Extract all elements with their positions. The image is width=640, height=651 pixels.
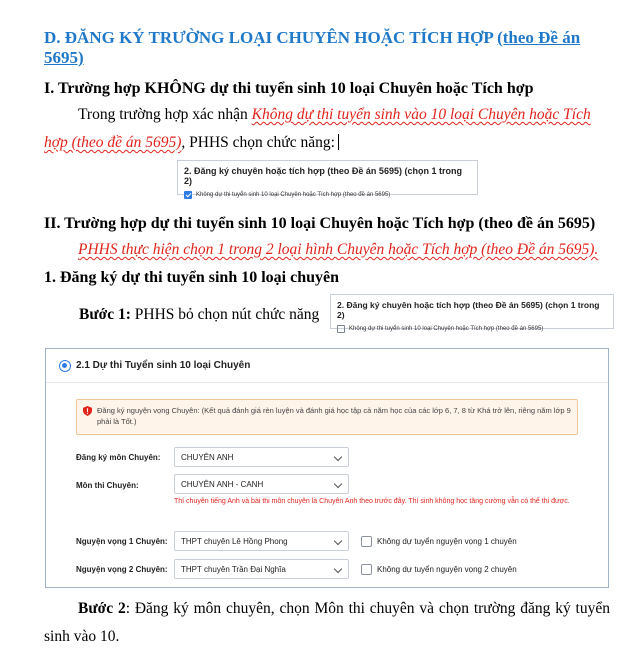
part-one-tail: , PHHS chọn chức năng: <box>181 134 335 151</box>
snippet-unchecked-label: Không dự thi tuyển sinh 10 loại Chuyên hoặc Tích hợp (theo đề án 5695) <box>349 326 544 332</box>
section-heading-prefix: D. ĐĂNG KÝ TRƯỜNG LOẠI CHUYÊN HOẶC TÍCH HỢP <box>44 28 498 47</box>
subject-label: Đăng ký môn Chuyên: <box>76 453 161 462</box>
chevron-down-icon <box>334 565 342 573</box>
choice2-opt-label: Không dự tuyển nguyện vọng 2 chuyên <box>377 565 517 574</box>
chevron-down-icon <box>334 453 342 461</box>
divider <box>46 382 608 383</box>
step-one <box>79 301 329 329</box>
subject-select[interactable] <box>174 447 349 467</box>
warning-text: Đăng ký nguyện vọng Chuyên: (Kết quả đánh giá rèn luyện và đánh giá học tập cả năm học của các lớp 6, 7, 8 từ Khá trở lên, riêng năm lớp 9 phải là Tốt.) <box>97 406 571 426</box>
part-one-emphasis: Không dự thi tuyển sinh vào 10 loại Chuyên hoặc Tích hợp (theo đề án 5695) <box>44 106 591 151</box>
checkbox-unchecked[interactable] <box>337 325 345 333</box>
exam-value: CHUYÊN ANH - CANH <box>181 479 264 489</box>
shield-warning-icon <box>83 406 92 416</box>
specialized-form <box>45 348 609 588</box>
choice2-label: Nguyện vọng 2 Chuyên: <box>76 565 168 574</box>
part-one-paragraph <box>44 101 610 157</box>
form-title: 2.1 Dự thi Tuyển sinh 10 loại Chuyên <box>76 360 251 371</box>
snippet-unchecked-title: 2. Đăng ký chuyên hoặc tích hợp (theo Đề án 5695) (chọn 1 trong 2) <box>337 300 600 320</box>
part-two-instruction <box>78 236 638 264</box>
snippet-checked <box>177 160 478 198</box>
step-two-label: Bước 2 <box>78 600 126 617</box>
subject-value: CHUYÊN ANH <box>181 452 234 462</box>
step-one-label: Bước 1: <box>79 306 131 323</box>
choice1-checkbox[interactable] <box>361 536 372 547</box>
part-one-heading: I. Trường hợp KHÔNG dự thi tuyển sinh 10 loại Chuyên hoặc Tích hợp <box>44 80 534 97</box>
section-heading <box>44 28 614 68</box>
step-one-text: PHHS bỏ chọn nút chức năng <box>134 306 320 323</box>
part-two-heading: II. Trường hợp dự thi tuyển sinh 10 loại Chuyên hoặc Tích hợp (theo đề án 5695) <box>44 215 596 232</box>
step-two <box>44 595 610 651</box>
choice1-label: Nguyện vọng 1 Chuyên: <box>76 537 168 546</box>
snippet-unchecked <box>330 294 614 332</box>
text-cursor <box>338 134 339 150</box>
choice1-select[interactable] <box>174 531 349 551</box>
choice2-checkbox[interactable] <box>361 564 372 575</box>
choice1-value: THPT chuyên Lê Hồng Phong <box>181 536 288 546</box>
choice1-opt-label: Không dự tuyển nguyện vọng 1 chuyên <box>377 537 517 546</box>
part-one-lead: Trong trường hợp xác nhận <box>78 106 252 123</box>
chevron-down-icon <box>334 480 342 488</box>
exam-select[interactable] <box>174 474 349 494</box>
exam-label: Môn thi Chuyên: <box>76 481 139 490</box>
warning-box <box>76 399 578 435</box>
checkbox-checked[interactable] <box>184 191 192 199</box>
specialized-radio[interactable] <box>59 360 71 372</box>
step-two-text: : Đăng ký môn chuyên, chọn Môn thi chuyên và chọn trường đăng ký tuyển sinh vào 10. <box>44 600 610 645</box>
section-heading-suffix: (theo Đề án 5695) <box>44 28 581 67</box>
part-two-instruction-text: PHHS thực hiện chọn 1 trong 2 loại hình Chuyên hoặc Tích hợp (theo Đề án 5695). <box>78 241 599 258</box>
exam-note: Thí chuyên tiếng Anh và bài thi môn chuyên là Chuyên Anh theo trước đây. Thí sinh không học tăng cường vẫn có thể thi được. <box>174 498 570 505</box>
chevron-down-icon <box>334 537 342 545</box>
snippet-checked-label: Không dự thi tuyển sinh 10 loại Chuyên hoặc Tích hợp (theo đề án 5695) <box>196 192 391 198</box>
choice2-select[interactable] <box>174 559 349 579</box>
choice2-value: THPT chuyên Trần Đại Nghĩa <box>181 564 286 574</box>
choice2-opt-out[interactable] <box>361 564 517 575</box>
sub-one-heading: 1. Đăng ký dự thi tuyển sinh 10 loại chuyên <box>44 269 340 286</box>
snippet-checked-title: 2. Đăng ký chuyên hoặc tích hợp (theo Đề án 5695) (chọn 1 trong 2) <box>184 166 462 186</box>
choice1-opt-out[interactable] <box>361 536 517 547</box>
